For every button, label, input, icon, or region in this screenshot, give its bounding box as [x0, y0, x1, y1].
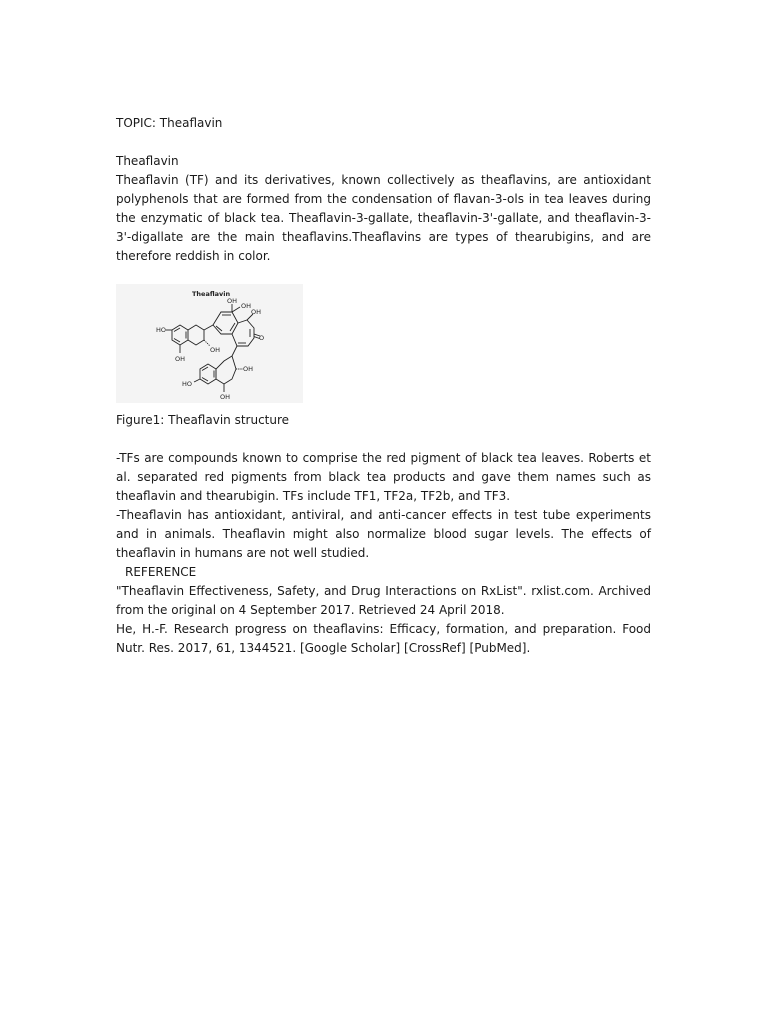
label-ho-lower-left: HO	[182, 380, 193, 388]
reference-item-2: He, H.-F. Research progress on theaflavins: Efficacy, formation, and preparation. Food Nutr. Res. 2017, 61, 1344521. [Google Scholar] [CrossRef] [PubMed].	[116, 622, 651, 655]
reference-item-1: "Theaflavin Effectiveness, Safety, and Drug Interactions on RxList". rxlist.com. Archived from the original on 4 September 2017. Retrieved 24 April 2018.	[116, 584, 651, 617]
label-oh-ring-right: OH	[241, 302, 252, 310]
reference-heading: REFERENCE	[125, 565, 197, 579]
label-oh-right: OH	[251, 308, 262, 316]
document-page	[116, 114, 651, 658]
chemical-structure-drawing	[116, 284, 303, 403]
body-paragraph-1: -TFs are compounds known to comprise the red pigment of black tea leaves. Roberts et al. separated red pigments from black tea products and gave them names such as theaflavin and thearubigin. TFs include TF1, TF2a, TF2b, and TF3.	[116, 451, 651, 503]
figure-title: Theaflavin	[192, 290, 231, 298]
blank-line	[116, 430, 651, 449]
theaflavin-structure-figure	[116, 284, 303, 403]
intro-paragraph: Theaflavin (TF) and its derivatives, known collectively as theaflavins, are antioxidant polyphenols that are formed from the condensation of flavan-3-ols in tea leaves during the enzymatic of black tea. Theaflavin-3-gallate, theaflavin-3'-gallate, and theaflavin-3-3'-digallate are the main theaflavins.Theaflavins are types of thearubigins, and are therefore reddish in color.	[116, 173, 651, 263]
label-oh-top: OH	[227, 297, 238, 305]
body-paragraph-2: -Theaflavin has antioxidant, antiviral, and anti-cancer effects in test tube experiments and in animals. Theaflavin might also normalize blood sugar levels. The effects of theaflavin in humans are not well studied.	[116, 508, 651, 560]
blank-line	[116, 133, 651, 152]
label-oh-a-bottom: OH	[175, 355, 186, 363]
section-heading: Theaflavin	[116, 154, 179, 168]
topic-line: TOPIC: Theaflavin	[116, 116, 223, 130]
label-ho-left: HO	[156, 326, 167, 334]
figure-caption: Figure1: Theaflavin structure	[116, 413, 290, 427]
label-oh-lower-bottom: OH	[220, 393, 231, 401]
label-oh-c3-upper: OH	[210, 346, 221, 354]
label-oh-c3-lower: OH	[243, 365, 254, 373]
label-ketone: O	[259, 334, 265, 342]
